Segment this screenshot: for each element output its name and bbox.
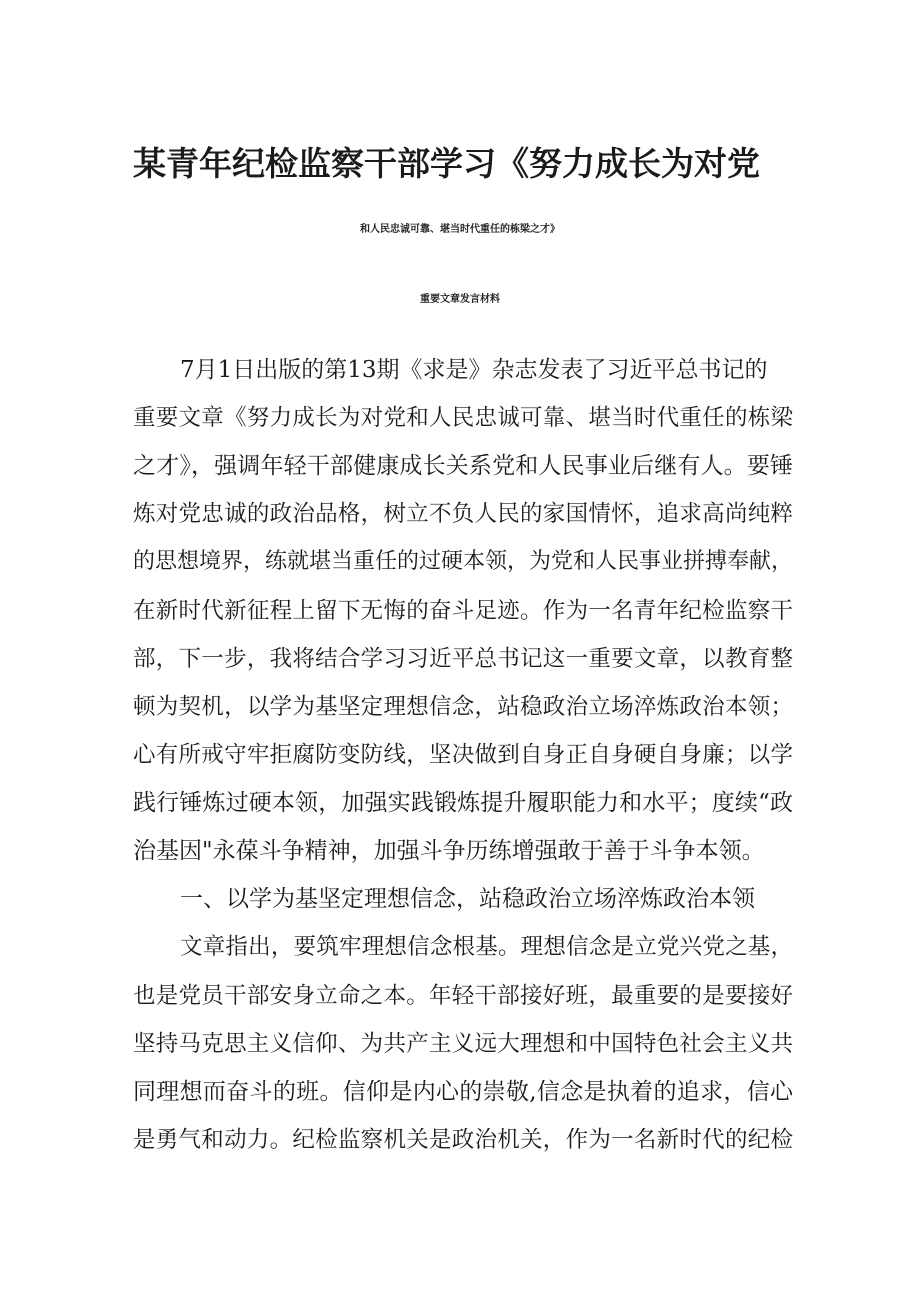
- body-text-line: 重要文章《努力成长为对党和人民忠诚可靠、堪当时代重任的栋梁: [133, 405, 793, 431]
- body-text-line: 在新时代新征程上留下无悔的奋斗足迹。作为一名青年纪检监察干: [133, 598, 793, 624]
- body-text-line: 的思想境界，练就堪当重任的过硬本领，为党和人民事业拼搏奉献，: [133, 549, 794, 574]
- body-text-line: 部，下一步，我将结合学习习近平总书记这一重要文章，以教育整: [133, 646, 793, 672]
- document-title-line-1: 某青年纪检监察干部学习《努力成长为对党: [133, 144, 760, 183]
- body-text-line: 心有所戒守牢拒腐防变防线，坚决做到自身正自身硬自身廉；以学: [133, 742, 793, 768]
- body-text-line: 治基因"永葆斗争精神，加强斗争历练增强敢于善于斗争本领。: [133, 838, 765, 864]
- body-text-line: 是勇气和动力。纪检监察机关是政治机关，作为一名新时代的纪检: [133, 1127, 793, 1153]
- body-text-line: 同理想而奋斗的班。信仰是内心的崇敬,信念是执着的追求，信心: [133, 1079, 793, 1105]
- document-title-line-3: 重要文章发言材料: [420, 294, 500, 305]
- body-text-line: 之才》，强调年轻干部健康成长关系党和人民事业后继有人。要锤: [133, 453, 793, 479]
- body-text-line: 7月1日出版的第13期《求是》杂志发表了习近平总书记的: [180, 357, 768, 383]
- body-text-line: 坚持马克思主义信仰、为共产主义远大理想和中国特色社会主义共: [133, 1031, 793, 1057]
- body-text-line: 也是党员干部安身立命之本。年轻干部接好班，最重要的是要接好: [133, 983, 793, 1009]
- body-text-line: 顿为契机，以学为基坚定理想信念，站稳政治立场淬炼政治本领；: [133, 694, 793, 720]
- body-text-line: 炼对党忠诚的政治品格，树立不负人民的家国情怀，追求高尚纯粹: [133, 501, 793, 527]
- document-title-line-2: 和人民忠诚可靠、堪当时代重任的栋梁之才》: [360, 224, 560, 235]
- body-text-line: 践行锤炼过硬本领，加强实践锻炼提升履职能力和水平；度续“政: [133, 790, 793, 816]
- section-heading: 一、以学为基坚定理想信念，站稳政治立场淬炼政治本领: [180, 886, 755, 912]
- body-text-line: 文章指出，要筑牢理想信念根基。理想信念是立党兴党之基，: [180, 934, 793, 960]
